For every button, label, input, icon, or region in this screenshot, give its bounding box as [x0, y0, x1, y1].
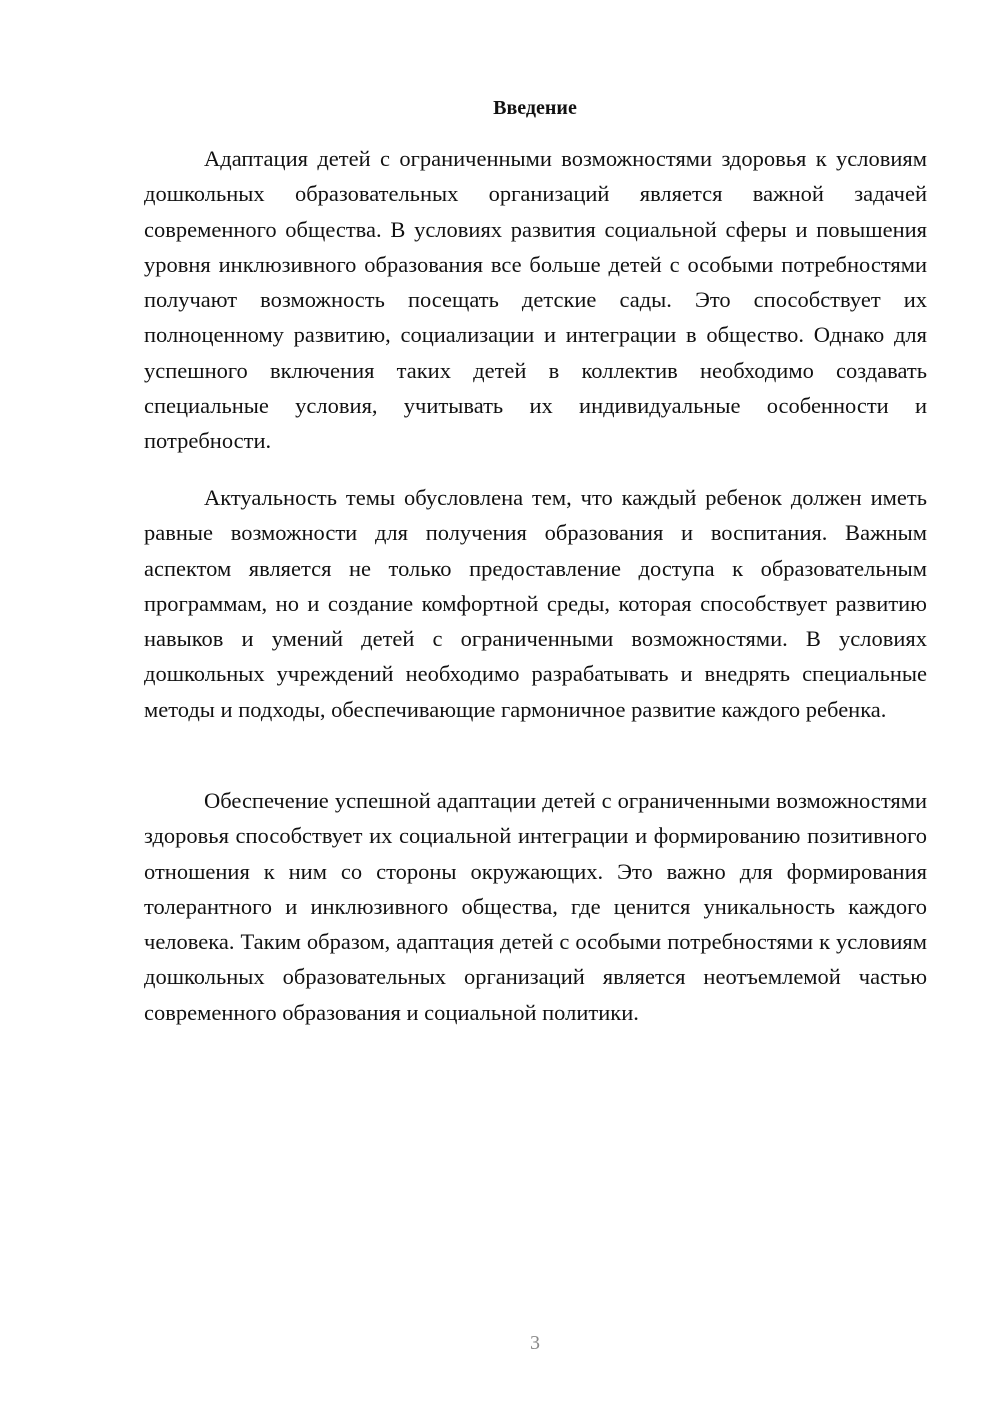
paragraph-adaptation: Адаптация детей с ограниченными возможностями здоровья к условиям дошкольных образовательных организаций является важной задачей современного общества. В условиях развития социальной сферы и повышения уровня инклюзивного образования все больше детей с особыми потребностями получают возможность посещать детские сады. Это способствует их полноценному развитию, социализации и интеграции в общество. Однако для успешного включения таких детей в коллектив необходимо создавать специальные условия, учитывать их индивидуальные особенности и потребности. — [144, 146, 927, 454]
paragraph-relevance: Актуальность темы обусловлена тем, что каждый ребенок должен иметь равные возможности для получения образования и воспитания. Важным аспектом является не только предоставление доступа к образовательным программам, но и создание комфортной среды, которая способствует развитию навыков и умений детей с ограниченными возможностями. В условиях дошкольных учреждений необходимо разрабатывать и внедрять специальные методы и подходы, обеспечивающие гармоничное развитие каждого ребенка. — [144, 485, 927, 722]
paragraph-integration: Обеспечение успешной адаптации детей с ограниченными возможностями здоровья способствует их социальной интеграции и формированию позитивного отношения к ним со стороны окружающих. Это важно для формирования толерантного и инклюзивного общества, где ценится уникальность каждого человека. Таким образом, адаптация детей с особыми потребностями к условиям дошкольных образовательных организаций является неотъемлемой частью современного образования и социальной политики. — [144, 788, 927, 1025]
page-number: 3 — [530, 1332, 540, 1354]
section-title: Введение — [493, 97, 577, 119]
